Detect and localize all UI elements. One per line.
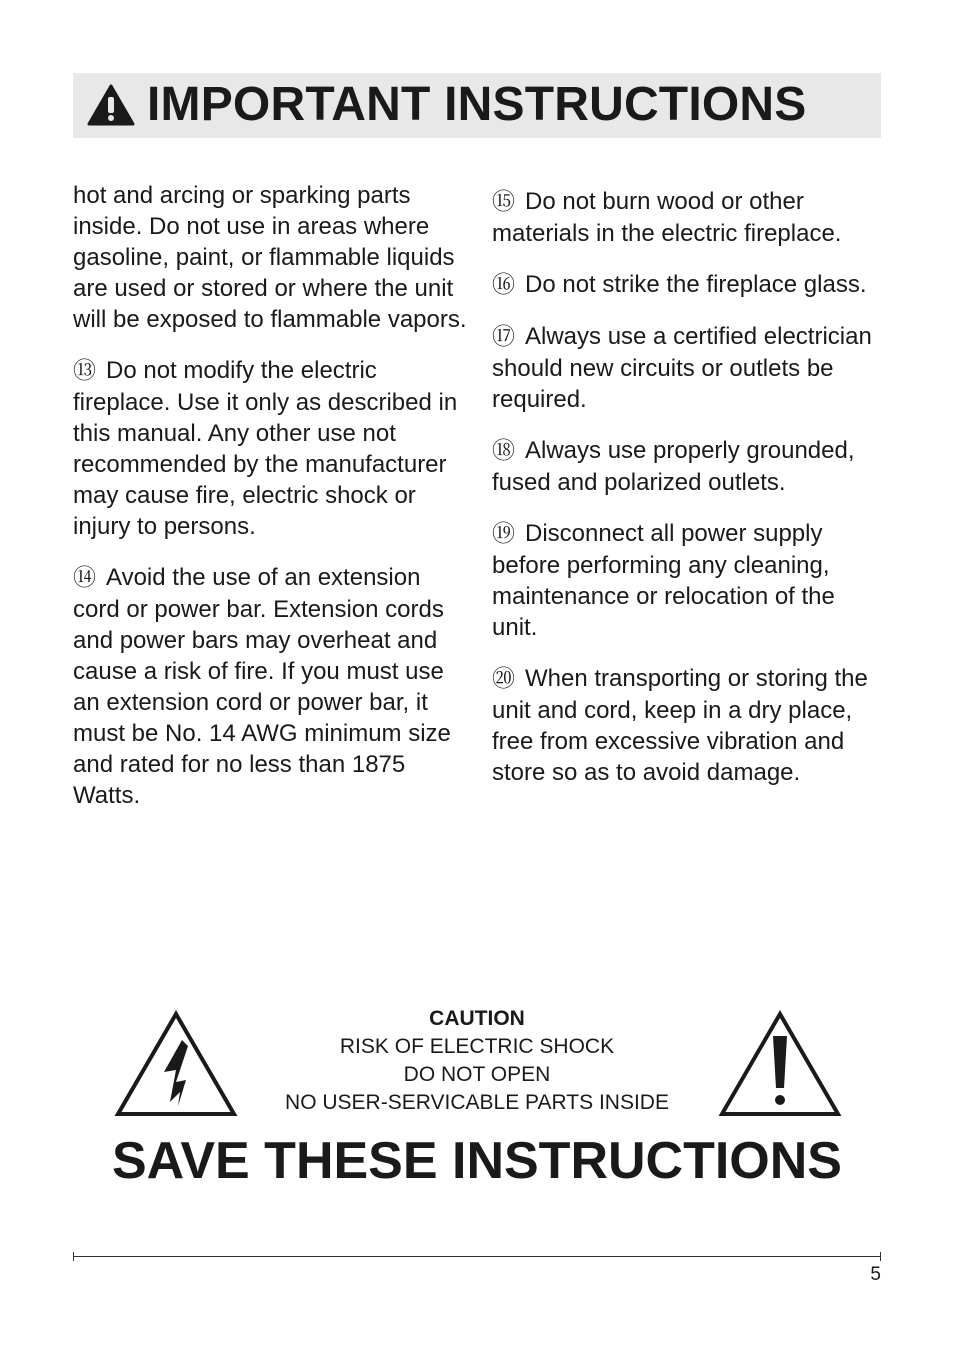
instruction-item-14 — [73, 562, 468, 811]
item-number: ⑯ — [492, 272, 515, 298]
item-number: ⑲ — [492, 521, 515, 547]
page-title: IMPORTANT INSTRUCTIONS — [147, 78, 807, 131]
instruction-item-19 — [492, 518, 882, 643]
instruction-item-20 — [492, 663, 882, 788]
item-number: ⑬ — [73, 358, 96, 384]
instruction-item-13 — [73, 355, 468, 542]
right-column — [492, 186, 882, 808]
item-number: ⑳ — [492, 666, 515, 692]
electric-shock-warning-icon — [114, 1010, 238, 1118]
caution-line-1: RISK OF ELECTRIC SHOCK — [339, 1035, 615, 1058]
item-number: ⑱ — [492, 438, 515, 464]
caution-line-2: DO NOT OPEN — [403, 1063, 551, 1086]
item-text: When transporting or storing the unit and cord, keep in a dry place, free from excessive vibration and store so as to avoid damage. — [492, 665, 868, 786]
item-number: ⑰ — [492, 324, 515, 350]
item-text: Do not strike the fireplace glass. — [525, 271, 867, 298]
item-number: ⑮ — [492, 189, 515, 215]
instruction-item-16 — [492, 269, 882, 301]
item-text: Do not modify the electric fireplace. Use it only as described in this manual. Any other use not recommended by the manufacturer may cause fire, electric shock or injury to persons. — [73, 357, 458, 540]
left-column — [73, 180, 468, 831]
item-text: Avoid the use of an extension cord or power bar. Extension cords and power bars may overheat and cause a risk of fire. If you must use an extension cord or power bar, it must be No. 14 AWG minimum size and rated for no less than 1875 Watts. — [73, 564, 451, 809]
header-bar — [73, 73, 881, 138]
save-instructions-title: SAVE THESE INSTRUCTIONS — [111, 1132, 842, 1190]
footer-rule-tick — [880, 1252, 881, 1261]
page-number: 5 — [870, 1264, 881, 1285]
item-text: Always use properly grounded, fused and polarized outlets. — [492, 437, 855, 496]
footer-rule — [73, 1256, 881, 1257]
item-text: Disconnect all power supply before performing any cleaning, maintenance or relocation of the unit. — [492, 520, 835, 641]
item-text: Always use a certified electrician should new circuits or outlets be required. — [492, 323, 872, 413]
instruction-item-15 — [492, 186, 882, 249]
caution-title: CAUTION — [429, 1007, 525, 1030]
instruction-item-17 — [492, 321, 882, 415]
continuation-paragraph: hot and arcing or sparking parts inside. Do not use in areas where gasoline, paint, or flammable liquids are used or stored or where the unit will be exposed to flammable vapors. — [73, 182, 467, 333]
item-number: ⑭ — [73, 565, 96, 591]
caution-notice — [240, 1005, 714, 1117]
footer-rule-tick — [73, 1252, 74, 1261]
instruction-item-18 — [492, 435, 882, 498]
caution-line-3: NO USER-SERVICABLE PARTS INSIDE — [285, 1091, 669, 1114]
item-text: Do not burn wood or other materials in the electric fireplace. — [492, 188, 842, 247]
warning-triangle-icon — [87, 83, 135, 127]
exclamation-warning-icon — [718, 1010, 842, 1118]
